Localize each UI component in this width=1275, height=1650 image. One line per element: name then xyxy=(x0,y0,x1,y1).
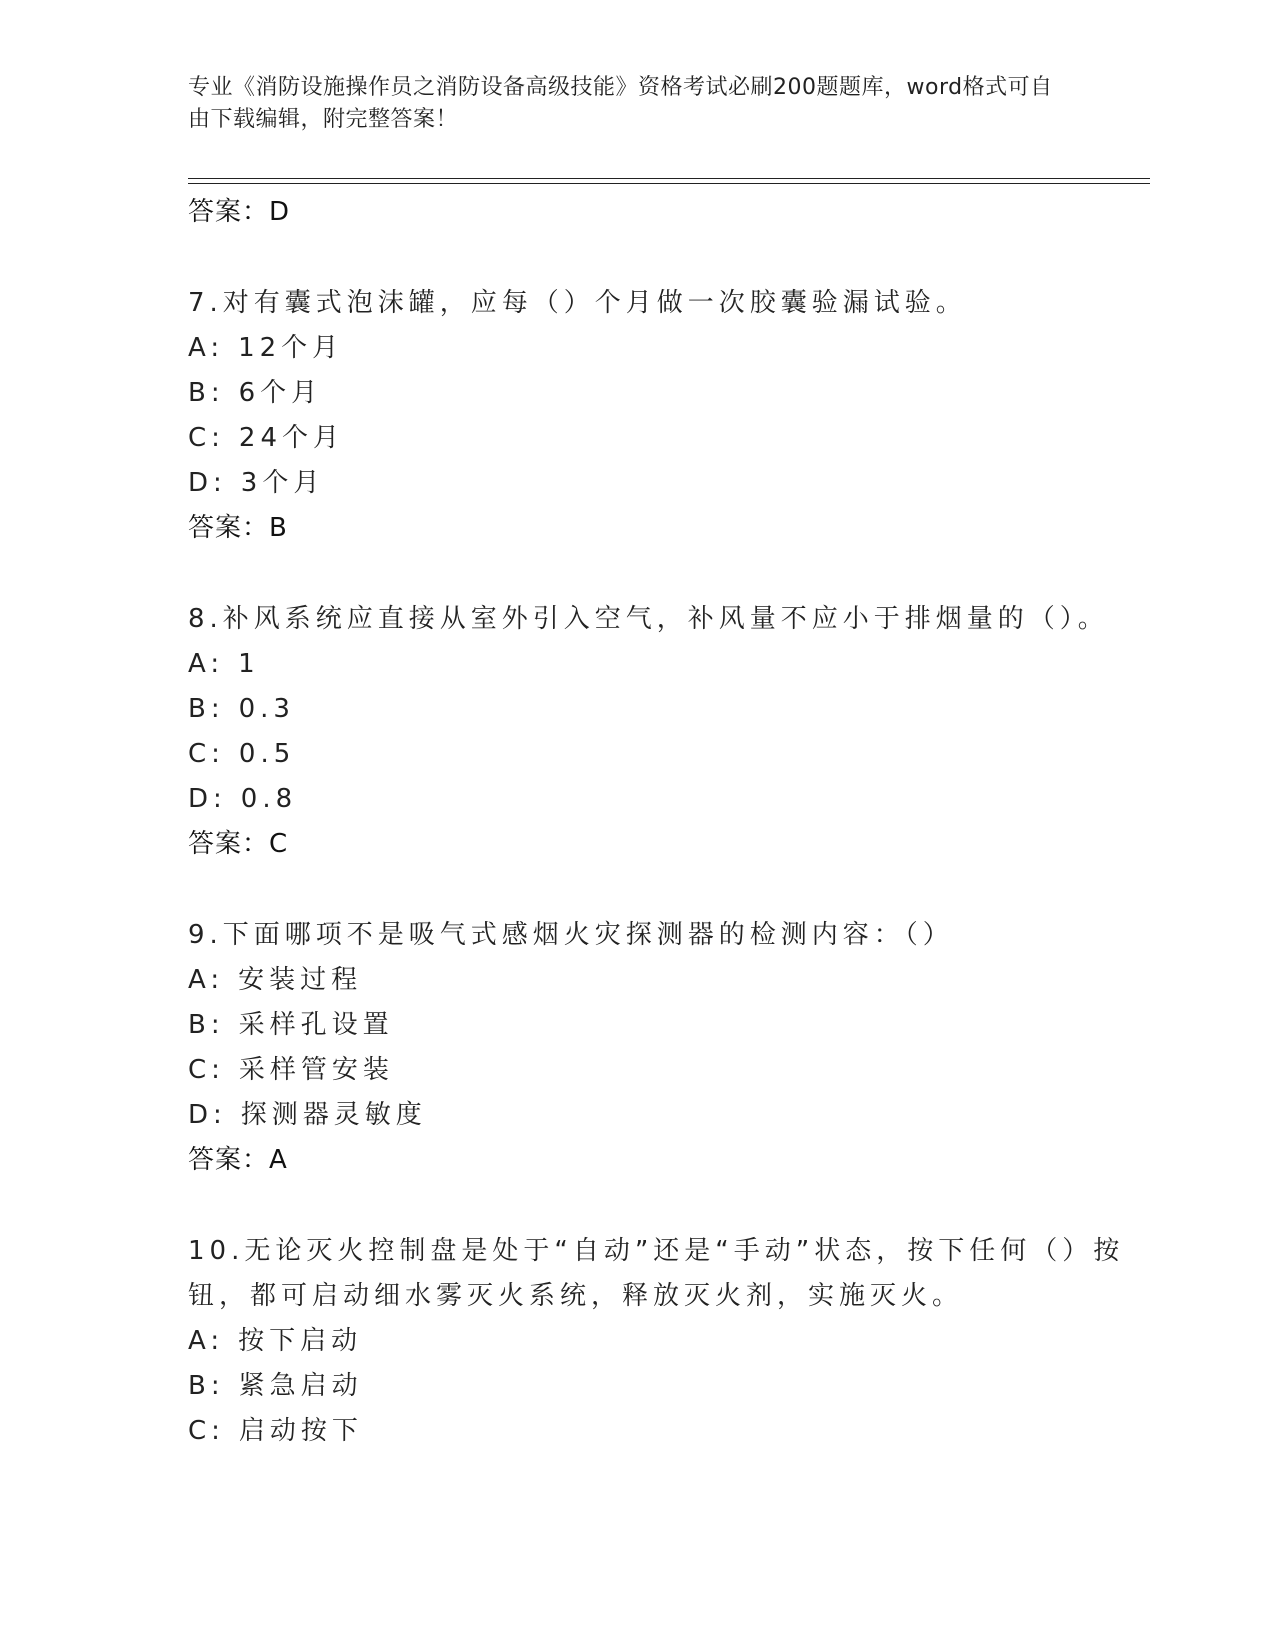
option-c xyxy=(188,1409,1128,1454)
option-text: 12个月 xyxy=(238,333,344,363)
option-letter: B: xyxy=(188,1371,225,1401)
option-text: 探测器灵敏度 xyxy=(240,1100,427,1130)
option-letter: C: xyxy=(188,739,225,769)
option-a xyxy=(188,326,1128,371)
option-letter: A: xyxy=(188,333,225,363)
option-d xyxy=(188,461,1128,506)
answer-label: 答案： xyxy=(188,829,270,859)
answer-value: C xyxy=(269,829,289,859)
option-text: 采样管安装 xyxy=(238,1055,394,1085)
header-divider-top xyxy=(188,178,1150,179)
question-item xyxy=(188,281,1128,551)
option-c xyxy=(188,1048,1128,1093)
option-text: 0.5 xyxy=(238,739,296,769)
option-b xyxy=(188,1364,1128,1409)
option-text: 24个月 xyxy=(238,423,345,453)
answer-line xyxy=(188,506,1128,551)
answer-label: 答案： xyxy=(188,197,270,227)
answer-value: D xyxy=(269,197,291,227)
option-text: 1 xyxy=(238,649,260,679)
option-text: 0.3 xyxy=(238,694,295,724)
question-item xyxy=(188,1229,1128,1454)
option-letter: A: xyxy=(188,1326,225,1356)
question-stem: 9.下面哪项不是吸气式感烟火灾探测器的检测内容：（） xyxy=(188,920,954,950)
option-letter: C: xyxy=(188,423,225,453)
option-d xyxy=(188,777,1128,822)
option-text: 6个月 xyxy=(238,378,323,408)
option-letter: D: xyxy=(188,468,227,498)
option-text: 紧急启动 xyxy=(238,1371,363,1401)
option-d xyxy=(188,1093,1128,1138)
answer-label: 答案： xyxy=(188,1145,270,1175)
question-list xyxy=(188,190,1128,1454)
option-text: 按下启动 xyxy=(238,1326,363,1356)
option-letter: A: xyxy=(188,649,225,679)
question-stem: 10.无论灭火控制盘是处于“自动”还是“手动”状态，按下任何（）按钮，都可启动细水雾灭火系统，释放灭火剂，实施灭火。 xyxy=(188,1236,1125,1311)
answer-value: B xyxy=(269,513,288,543)
option-text: 采样孔设置 xyxy=(238,1010,394,1040)
option-letter: D: xyxy=(188,784,227,814)
option-b xyxy=(188,687,1128,732)
option-letter: C: xyxy=(188,1416,225,1446)
answer-line xyxy=(188,1138,1128,1183)
option-a xyxy=(188,1319,1128,1364)
option-a xyxy=(188,642,1128,687)
header-divider-bottom xyxy=(188,183,1150,184)
question-item xyxy=(188,597,1128,867)
answer-value: A xyxy=(269,1145,288,1175)
option-letter: D: xyxy=(188,1100,227,1130)
option-text: 启动按下 xyxy=(238,1416,363,1446)
option-b xyxy=(188,371,1128,416)
answer-line xyxy=(188,190,1128,235)
option-text: 3个月 xyxy=(240,468,325,498)
question-stem: 8.补风系统应直接从室外引入空气，补风量不应小于排烟量的（）。 xyxy=(188,604,1109,634)
answer-label: 答案： xyxy=(188,513,270,543)
option-a xyxy=(188,958,1128,1003)
question-stem: 7.对有囊式泡沫罐，应每（）个月做一次胶囊验漏试验。 xyxy=(188,288,967,318)
option-letter: B: xyxy=(188,1010,225,1040)
option-c xyxy=(188,732,1128,777)
document-header: 专业《消防设施操作员之消防设备高级技能》资格考试必刷200题题库，word格式可自由下载编辑，附完整答案！ xyxy=(188,75,1053,132)
option-text: 安装过程 xyxy=(238,965,363,995)
option-c xyxy=(188,416,1128,461)
question-item xyxy=(188,913,1128,1183)
option-letter: C: xyxy=(188,1055,225,1085)
option-letter: A: xyxy=(188,965,225,995)
option-letter: B: xyxy=(188,694,225,724)
option-letter: B: xyxy=(188,378,225,408)
option-text: 0.8 xyxy=(240,784,298,814)
answer-line xyxy=(188,822,1128,867)
option-b xyxy=(188,1003,1128,1048)
